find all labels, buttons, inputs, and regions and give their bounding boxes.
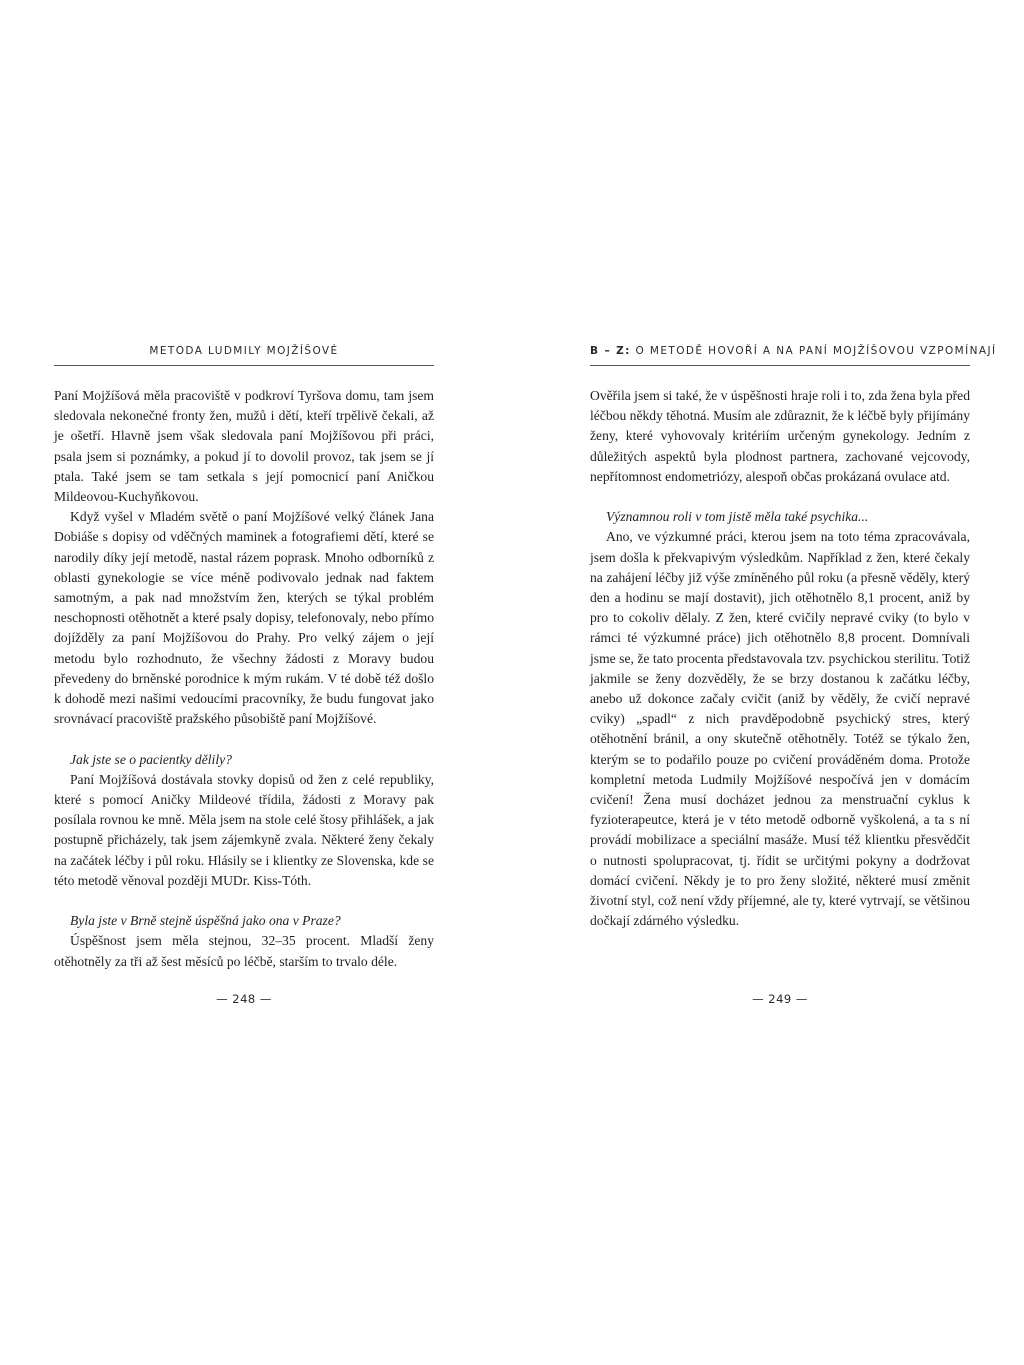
head-rule-right [590,365,970,366]
interview-question: Významnou roli v tom jistě měla také psychika... [606,509,869,525]
paragraph: Paní Mojžíšová dostávala stovky dopisů od žen z celé republiky, které s pomocí Aničky Mildeové třídila, žádosti z Moravy pak posílala rovnou ke mně. Měla jsem na stole celé štosy přihlášek, a jak postupně přicházely, tak jsem zájemkyně zvala. Některé ženy čekaly na začátek léčby i půl roku. Hlásily se i klientky ze Slovenska, kde se této metodě věnoval později MUDr. Kiss-Tóth. [54,771,434,888]
paragraph: Ověřila jsem si také, že v úspěšnosti hraje roli i to, zda žena byla před léčbou někdy těhotná. Musím ale zdůraznit, že k léčbě byly přijímány ženy, které vyhovovaly kritériím určeným gynekology. Jedním z důležitých aspektů byla plodnost partnera, zachované vejcovody, nepřítomnost endometriózy, alespoň občas prokázaná ovulace atd. [590,388,970,484]
interview-question: Byla jste v Brně stejně úspěšná jako ona v Praze? [70,913,341,929]
running-head-right-text: O METODĚ HOVOŘÍ A NA PANÍ MOJŽÍŠOVOU VZPOMÍNAJÍ [635,345,997,357]
running-head-left [54,345,434,361]
paragraph: Ano, ve výzkumné práci, kterou jsem na toto téma zpracovávala, jsem došla k překvapivým výsledkům. Například z žen, které čekaly na zahájení léčby již výše zmíněného půl roku (a přesně věděly, který den a hodinu se mají dostavit), jich otěhotnělo 8,1 procent, aniž by pro to cokoliv dělaly. Z žen, které cvičily nepravé cviky (to bylo v rámci té výzkumné práce) jich otěhotnělo 8,8 procent. Domnívali jsme se, že tato procenta představovala tzv. psychickou sterilitu. Totiž jakmile se ženy dozvěděly, že se brzy dostanou k začátku léčby, anebo už dokonce začaly cvičit (aniž by věděly, že cvičí nepravé cviky) „spadl“ z nich pravděpodobně psychický stres, který otěhotnění bránil, a ony skutečně otěhotněly. Totéž se týkalo žen, kterým se to podařilo pouze po cvičení prováděném doma. Protože kompletní metoda Ludmily Mojžíšové nespočívá jen v domácím cvičení! Žena musí docházet jednou za menstruační cyklus k fyzioterapeutce, která je v této metodě odborně vyškolená, a ta s ní provádí mobilizace a speciální masáže. Musí též klientku přesvědčit o nutnosti spolupracovat, tj. řídit se určitými pokyny a dodržovat domácí cvičení. Někdy je to pro ženy složité, některé musí změnit životní styl, což není vždy příjemné, ale ty, které vytrvají, se většinou dočkají zdárného výsledku. [590,529,970,929]
paragraph: Když vyšel v Mladém světě o paní Mojžíšové velký článek Jana Dobiáše s dopisy od vděčných maminek a fotografiemi dětí, které se narodily díky její metodě, nastal rázem poprask. Mnoho odborníků z oblasti gynekologie se více méně podivovalo jednak nad faktem samotným, a pak nad množstvím žen, kterých se týkal problém neschopnosti otěhotnět a které psaly dopisy, telefonovaly, nebo přímo dojížděly za paní Mojžíšovou do Prahy. Pro velký zájem o její metodu bylo rozhodnuto, že všechny žádosti z Moravy budou převedeny do brněnské porodnice k mým rukám. V té době též došlo k dohodě mezi našimi vedoucími pracovníky, že budu fungovat jako srovnávací pracoviště pražského působiště paní Mojžíšové. [54,509,434,727]
running-head-right [590,345,997,361]
interview-question: Jak jste se o pacientky dělily? [70,751,232,767]
running-head-left-text: METODA LUDMILY MOJŽÍŠOVÉ [149,345,339,357]
head-rule-left [54,365,434,366]
paragraph: Úspěšnost jsem měla stejnou, 32–35 procent. Mladší ženy otěhotněly za tři až šest měsíců po léčbě, starším to trvalo déle. [54,933,434,969]
left-body-text [54,386,434,972]
paragraph: Paní Mojžíšová měla pracoviště v podkroví Tyršova domu, tam jsem sledovala nekonečné fronty žen, mužů i dětí, kteří trpělivě čekali, až je ošetří. Hlavně jsem však sledovala paní Mojžíšovou při práci, psala jsem si poznámky, a pokud jí to dovolil provoz, tak jsem se jí ptala. Také jsem se tam setkala s její pomocnicí paní Aničkou Mildeovou-Kuchyňkovou. [54,388,434,505]
right-page [512,0,1024,1365]
right-body-text [590,386,970,931]
page-number-right: — 249 — [752,992,808,1006]
page-number-left: — 248 — [216,992,272,1006]
running-head-right-bold: B – Z: [590,345,631,357]
